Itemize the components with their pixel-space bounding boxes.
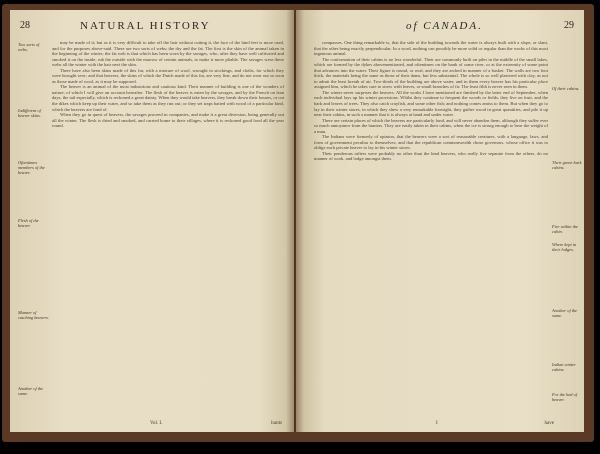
left-margin-note: Another of the same.	[18, 386, 44, 396]
paragraph: Their ponderous rafters were probably no other than the hind beavers, who really live separate from the others, do no manner of work, and lodge amongst them.	[314, 150, 548, 162]
left-catchword: hunts	[271, 421, 282, 426]
left-body-text	[52, 40, 284, 129]
right-catchword: have	[544, 421, 554, 426]
left-margin-note: Oftentimes members of the beaver.	[18, 160, 45, 175]
right-page-header	[296, 20, 584, 34]
paragraph: There are certain places of which the beavers are particularly fond, and will never abandon them, although they suffer ever so much annoyance from the hunters. They are easily taken in their cabins, when the ice is strong enough to bear the weight of a man.	[314, 117, 548, 134]
right-margin-note: For the bed of beaver.	[552, 392, 577, 402]
left-signature-mark: Vol. I.	[150, 421, 163, 426]
left-page	[10, 10, 294, 432]
paragraph: The conformation of their cabins is no less wonderful. Their are commonly built on piles in the middle of the small lakes, which are formed by the dykes abovementioned, and oftentimes on the bank of some river, or at the extremity of some point that advances into the water. Their figure is round, or oval, and they are arched in manner of a basket. The walls are two foot thick, the materials being the same as those of their dams, but less substantial. The whole is so well plastered with clay, as not to admit the least breath of air. Two-thirds of the building are above water, and in them every beaver has his particular place assigned him, which he takes care to strew with leaves, or small branches of fir. The least filth is never seen in them.	[314, 56, 548, 90]
left-running-head: NATURAL HISTORY	[80, 20, 211, 32]
book-gutter	[286, 10, 304, 432]
left-margin-note: Flesh of the beaver.	[18, 218, 39, 228]
paragraph: The winter never surprises the beavers. All the works I have mentioned are finished by the latter end of September, when each individual lays up his winter provisions. Whilst they continue to frequent the woods or fields, they live on fruit, and the bark and leaves of trees. They also catch crayfish, and some other fish; and nothing comes amiss to them. But when they go to lay in their winter stores, in which they shew a very remarkable foresight, they gather wood in great quantities, and pile it up near their cabins, in such a manner that it is always at hand and under water.	[314, 89, 548, 118]
left-margin-note: Manner of catching beavers.	[18, 310, 49, 320]
paragraph: The Indians were formerly of opinion, that the beavers were a sort of reasonable creatures, with a language, laws, and form of government peculiar to themselves; and that the republican commonwealth chose governors, whose office it was to oblige each private beaver to lay in his winter stores.	[314, 134, 548, 151]
right-margin-note: Their green bark cabins.	[552, 160, 582, 170]
right-signature-mark: I	[436, 421, 438, 426]
paragraph: There have also been skins made of this fur, with a mixture of wool, wrought in stockings, and cloths, for which they were brought over; and that beavers, the skins of which the Dutch made of this fur, are very fine, and do not wear out so soon as those made of wool, as it may be supposed.	[52, 67, 284, 84]
right-margin-note: Another of the same.	[552, 308, 578, 318]
left-margin-note: Indifferent of beaver skins.	[18, 108, 41, 118]
paragraph: The beaver is an animal of the most industrious and cautious kind. Their manner of building is one of the wonders of nature; of which I will give an account hereafter. The flesh of the beaver is eaten by the savages, and by the French on lean days, the tail especially, which is reckoned a great dainty. When they would take beavers, they break down their houses, or cut the dikes which keep up their water, and so take them as they run out; or they set traps baited with wood of a particular kind, which the beavers are fond of.	[52, 84, 284, 112]
right-margin-note: Fire within the cabin.	[552, 224, 578, 234]
right-page	[296, 10, 584, 432]
left-page-number: 28	[20, 20, 30, 31]
paragraph: When they go in quest of beavers, the savages proceed in companies, and make it a great diversion, being generally out all the winter. The flesh is dried and smoked, and carried home to their villages, where it is reckoned good food all the year round.	[52, 112, 284, 129]
right-margin-note: Indian winter cabins.	[552, 362, 576, 372]
left-page-header	[10, 20, 294, 34]
right-running-head: of CANADA.	[406, 20, 483, 32]
right-body-text	[314, 40, 548, 162]
paragraph: may be made of it; but as it is very difficult to take off the hair without cutting it, the face of the hind feet is more used, and for the purposes above-said. There are two sorts of webs; the dry and the fat. The first is the skin of the animal taken in the beginning of the winter; the fat web is that which has been worn by the savages, who, after they have well cultivated and smoked it on the inside, rub the outside with the marrow of certain animals, to make it more pliable. The savages wear these webs all the winter with the hair next the skin.	[52, 40, 284, 68]
right-margin-note: Where kept in their lodges.	[552, 242, 577, 252]
left-margin-note: Two sorts of webs.	[18, 42, 40, 52]
right-margin-note: Of their cabins.	[552, 86, 580, 91]
right-page-number: 29	[564, 20, 574, 31]
paragraph: compasses. One thing remarkable is, that the side of the building towards the water is always built with a slope, or slant, that the other being exactly perpendicular. In a word, nothing can possibly be more solid or regular than the works of this most ingenious animal.	[314, 40, 548, 57]
